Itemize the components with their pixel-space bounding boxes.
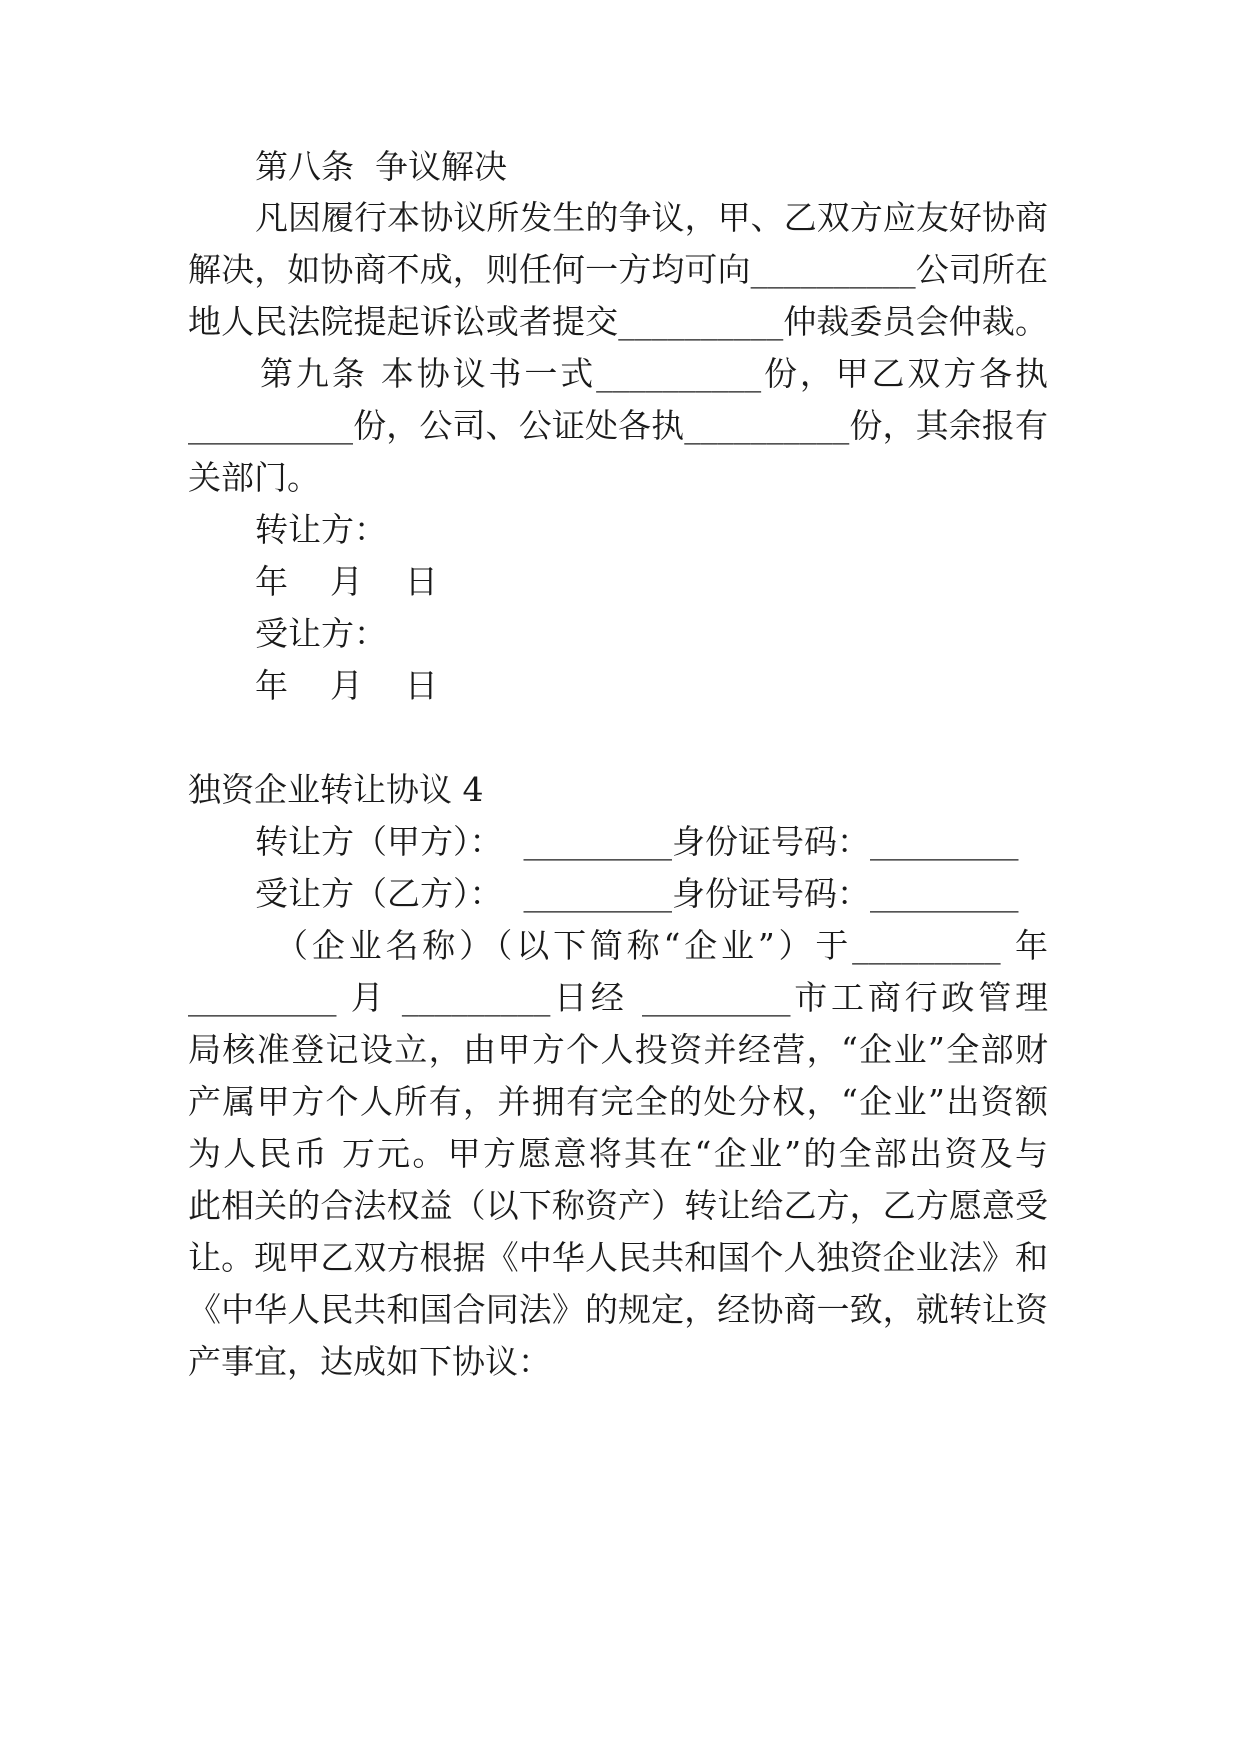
article-8-line-2: 解决，如协商不成，则任何一方均可向__________公司所在 — [188, 250, 1048, 289]
article-8-heading: 第八条 争议解决 — [255, 147, 507, 186]
body-line-1: （企业名称）（以下简称“企业”）于_________ 年 — [275, 926, 1048, 965]
body-line-7: 让。现甲乙双方根据《中华人民共和国个人独资企业法》和 — [188, 1238, 1048, 1277]
body-line-2: _________ 月 _________日经 _________市工商行政管理 — [188, 978, 1048, 1017]
body-line-3: 局核准登记设立，由甲方个人投资并经营，“企业”全部财 — [188, 1030, 1048, 1069]
body-line-4: 产属甲方个人所有，并拥有完全的处分权，“企业”出资额 — [188, 1082, 1048, 1121]
body-line-5: 为人民币 万元。甲方愿意将其在“企业”的全部出资及与 — [188, 1134, 1048, 1173]
transferor-signature-label: 转让方： — [255, 510, 387, 549]
article-9-line-2: __________份，公司、公证处各执__________份，其余报有 — [188, 406, 1048, 445]
agreement-title: 独资企业转让协议 4 — [188, 770, 484, 809]
transferor-date: 年 月 日 — [255, 562, 438, 601]
body-line-6: 此相关的合法权益（以下称资产）转让给乙方，乙方愿意受 — [188, 1186, 1048, 1225]
body-line-9: 产事宜，达成如下协议： — [188, 1342, 551, 1381]
article-9-line-1: 第九条 本协议书一式__________份，甲乙双方各执 — [260, 354, 1048, 393]
party-b-line: 受让方（乙方）： _________身份证号码：_________ — [255, 874, 1019, 913]
party-a-line: 转让方（甲方）： _________身份证号码：_________ — [255, 822, 1019, 861]
article-8-line-1: 凡因履行本协议所发生的争议，甲、乙双方应友好协商 — [255, 198, 1048, 237]
transferee-signature-label: 受让方： — [255, 614, 387, 653]
article-8-line-3: 地人民法院提起诉讼或者提交__________仲裁委员会仲裁。 — [188, 302, 1048, 341]
article-9-line-3: 关部门。 — [188, 458, 320, 497]
transferee-date: 年 月 日 — [255, 666, 438, 705]
body-line-8: 《中华人民共和国合同法》的规定，经协商一致，就转让资 — [188, 1290, 1048, 1329]
